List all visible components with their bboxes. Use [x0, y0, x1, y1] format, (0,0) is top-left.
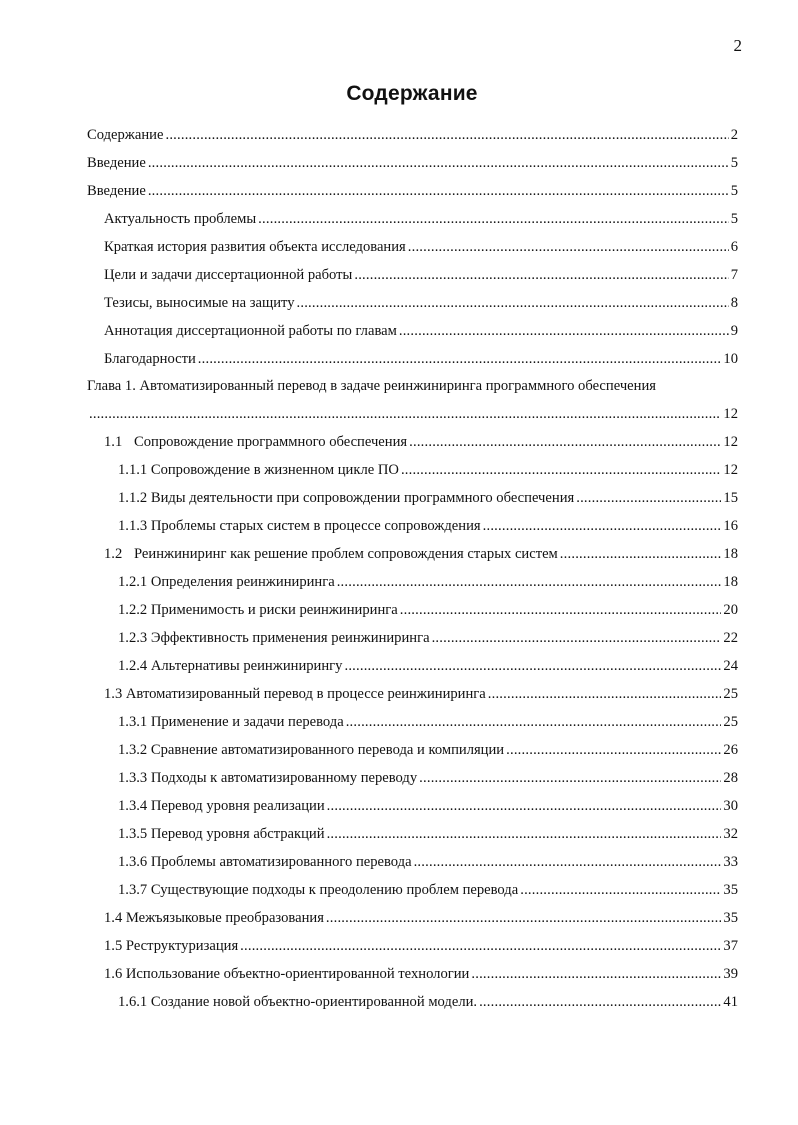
toc-entry-page: 6 [730, 239, 738, 255]
toc-entry-label: Введение [87, 183, 146, 199]
chapter-1-page-row[interactable] [87, 403, 738, 425]
toc-entry-label: 1.3.4 Перевод уровня реализации [118, 798, 325, 814]
toc-entry-page: 12 [723, 406, 738, 422]
toc-leader-dots [165, 124, 728, 146]
toc-entry[interactable] [118, 823, 738, 845]
toc-entry-label: 1.3.7 Существующие подходы к преодолению проблем перевода [118, 882, 519, 898]
toc-entry-page: 15 [723, 490, 738, 506]
toc-entry-label: 1.3.1 Применение и задачи перевода [118, 714, 344, 730]
toc-entry-page: 18 [723, 574, 738, 590]
toc-entry[interactable] [104, 208, 738, 230]
toc-leader-dots [419, 767, 721, 789]
toc-entry[interactable] [118, 795, 738, 817]
toc-entry[interactable] [118, 487, 738, 509]
toc-entry-label: Краткая история развития объекта исследования [104, 239, 406, 255]
toc-leader-dots [560, 543, 722, 565]
toc-entry[interactable] [104, 907, 738, 929]
toc-entry-label: Благодарности [104, 351, 196, 367]
toc-entry-label: 1.1.3 Проблемы старых систем в процессе сопровождения [118, 518, 481, 534]
toc-leader-dots [346, 711, 722, 733]
section-number: 1.1 [104, 434, 123, 450]
toc-entry[interactable] [118, 655, 738, 677]
toc-entry[interactable] [104, 348, 738, 370]
toc-leader-dots [399, 320, 729, 342]
toc-entry[interactable] [118, 711, 738, 733]
toc-entry-page: 35 [723, 910, 738, 926]
toc-entry-page: 16 [723, 518, 738, 534]
toc-entry-page: 9 [730, 323, 738, 339]
toc-entry[interactable] [87, 124, 738, 146]
toc-entry-label: 1.2.1 Определения реинжиниринга [118, 574, 335, 590]
toc-leader-dots [471, 963, 721, 985]
toc-entry-label: 1.3.3 Подходы к автоматизированному переводу [118, 770, 418, 786]
toc-leader-dots [354, 264, 728, 286]
toc-entry-page: 25 [723, 686, 738, 702]
toc-entry-page: 26 [723, 742, 738, 758]
toc-entry[interactable] [118, 879, 738, 901]
toc-leader-dots [344, 655, 721, 677]
toc-entry-label: 1.5 Реструктуризация [104, 938, 239, 954]
section-title: Сопровождение программного обеспечения [134, 434, 408, 450]
page-number: 2 [733, 36, 742, 55]
toc-entry-page: 37 [723, 938, 738, 954]
toc-entry-label: 1.3.6 Проблемы автоматизированного перевода [118, 854, 412, 870]
toc-leader-dots [148, 152, 729, 174]
toc-entry-label: 1.3.2 Сравнение автоматизированного перевода и компиляции [118, 742, 505, 758]
toc-entry[interactable] [118, 571, 738, 593]
toc-entry-page: 18 [723, 546, 738, 562]
toc-entry-label: 1.6.1 Создание новой объектно-ориентированной модели. [118, 994, 478, 1010]
toc-entry-page: 32 [723, 826, 738, 842]
toc-entry-page: 7 [730, 267, 738, 283]
toc-entry-label: Содержание [87, 127, 164, 143]
toc-entry-page: 10 [723, 351, 738, 367]
toc-entry-page: 12 [723, 434, 738, 450]
toc-leader-dots [198, 348, 722, 370]
toc-entry-label: Тезисы, выносимые на защиту [104, 295, 295, 311]
toc-leader-dots [400, 599, 722, 621]
toc-entry-label: Введение [87, 155, 146, 171]
toc-entry-page: 28 [723, 770, 738, 786]
toc-entry[interactable] [104, 683, 738, 705]
toc-entry-label: Цели и задачи диссертационной работы [104, 267, 353, 283]
toc-entry-label: 1.1.2 Виды деятельности при сопровождении программного обеспечения [118, 490, 575, 506]
toc-entry[interactable] [87, 152, 738, 174]
toc-entry[interactable] [118, 515, 738, 537]
toc-entry-page: 33 [723, 854, 738, 870]
toc-entry-label: 1.1.1 Сопровождение в жизненном цикле ПО [118, 462, 399, 478]
toc-entry[interactable] [118, 459, 738, 481]
toc-entry-label: 1.2.2 Применимость и риски реинжиниринга [118, 602, 398, 618]
toc-entry-page: 12 [723, 462, 738, 478]
toc-leader-dots [297, 292, 729, 314]
toc-entry-page: 2 [730, 127, 738, 143]
toc-entry-page: 22 [723, 630, 738, 646]
toc-entry[interactable] [104, 543, 738, 565]
toc-entry[interactable] [118, 767, 738, 789]
toc-entry-page: 25 [723, 714, 738, 730]
toc-leader-dots [148, 180, 729, 202]
toc-entry[interactable] [104, 320, 738, 342]
toc-entry[interactable] [118, 739, 738, 761]
chapter-1-heading[interactable]: Глава 1. Автоматизированный перевод в задаче реинжиниринга программного обеспечения [87, 378, 656, 394]
toc-entry-page: 5 [730, 183, 738, 199]
toc-entry-label [104, 543, 558, 565]
toc-entry-page: 5 [730, 211, 738, 227]
toc-entry[interactable] [104, 236, 738, 258]
toc-leader-dots [576, 487, 721, 509]
toc-entry-label: 1.2.3 Эффективность применения реинжиниринга [118, 630, 430, 646]
toc-entry-label [104, 431, 407, 453]
toc-entry[interactable] [118, 991, 738, 1013]
toc-entry-label: 1.4 Межъязыковые преобразования [104, 910, 324, 926]
toc-leader-dots [506, 739, 721, 761]
toc-entry[interactable] [104, 264, 738, 286]
toc-leader-dots [520, 879, 721, 901]
toc-leader-dots [488, 683, 722, 705]
toc-entry[interactable] [118, 599, 738, 621]
toc-entry[interactable] [104, 935, 738, 957]
toc-leader-dots [327, 795, 722, 817]
toc-entry[interactable] [104, 431, 738, 453]
toc-entry-page: 5 [730, 155, 738, 171]
toc-entry-page: 35 [723, 882, 738, 898]
toc-leader-dots [479, 991, 721, 1013]
toc-leader-dots [258, 208, 729, 230]
toc-entry-label: 1.6 Использование объектно-ориентированной технологии [104, 966, 470, 982]
section-number: 1.2 [104, 546, 123, 562]
toc-leader-dots [409, 431, 721, 453]
toc-entry-label: 1.2.4 Альтернативы реинжинирингу [118, 658, 343, 674]
toc-leader-dots [337, 571, 722, 593]
toc-entry[interactable] [118, 627, 738, 649]
page-title: Содержание [346, 82, 478, 105]
section-title: Реинжиниринг как решение проблем сопровождения старых систем [134, 546, 558, 562]
toc-entry[interactable] [104, 963, 738, 985]
toc-entry-label: 1.3.5 Перевод уровня абстракций [118, 826, 325, 842]
toc-entry-page: 8 [730, 295, 738, 311]
toc-entry[interactable] [104, 292, 738, 314]
toc-entry-page: 30 [723, 798, 738, 814]
toc-entry-label: 1.3 Автоматизированный перевод в процессе реинжиниринга [104, 686, 486, 702]
toc-leader-dots [326, 907, 722, 929]
toc-leader-dots [401, 459, 721, 481]
toc-leader-dots [483, 515, 722, 537]
toc-entry-page: 20 [723, 602, 738, 618]
toc-leader-dots [240, 935, 721, 957]
toc-leader-dots [327, 823, 722, 845]
toc-entry-page: 24 [723, 658, 738, 674]
toc-leader-dots [432, 627, 722, 649]
toc-leader-dots [89, 403, 721, 425]
toc-entry-label: Актуальность проблемы [104, 211, 257, 227]
toc-entry-label: Аннотация диссертационной работы по главам [104, 323, 397, 339]
toc-entry[interactable] [118, 851, 738, 873]
toc-leader-dots [408, 236, 729, 258]
toc-leader-dots [414, 851, 722, 873]
toc-entry-page: 41 [723, 994, 738, 1010]
toc-entry[interactable] [87, 180, 738, 202]
toc-entry-page: 39 [723, 966, 738, 982]
